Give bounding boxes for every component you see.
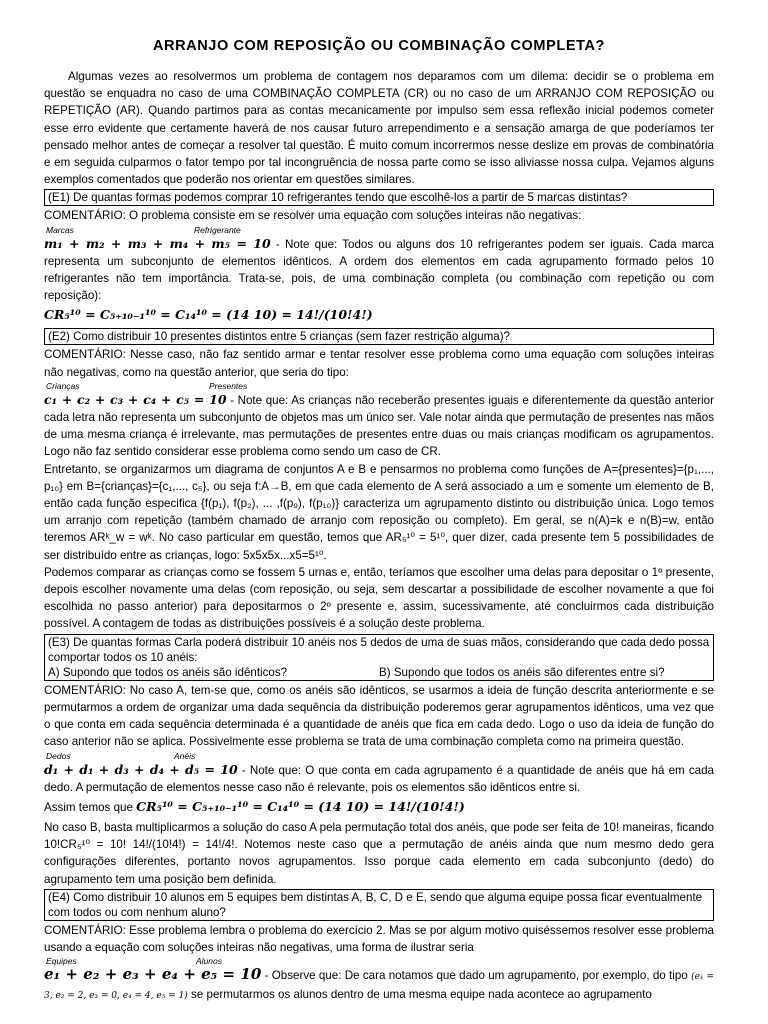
- paragraph-e2-a: c₁ + c₂ + c₃ + c₄ + c₅ = 10 - Note que: As crianças não receberão presentes iguais e diferentemente da questão anterior cada letra não representa um subconjunto de objetos mas um único ser. Vale notar ainda que permutação de presentes nas mãos de uma mesma criança é irrelevante, mas permutações de presentes entre duas ou mais crianças modificam os agrupamentos. Logo não faz sentido considerar esse problema como sendo um caso de CR.: [44, 391, 714, 459]
- label-criancas: Crianças: [46, 380, 80, 391]
- option-b: B) Supondo que todos os anéis são diferentes entre si?: [379, 665, 665, 679]
- question-e3: (E3) De quantas formas Carla poderá distribuir 10 anéis nos 5 dedos de uma de suas mãos, considerando que cada dedo possa comportar todos os 10 anéis: A) Supondo que todos os anéis são idênticos? B) Supondo que todos os anéis são diferentes entre si?: [44, 634, 714, 681]
- paragraph-e4: e₁ + e₂ + e₃ + e₄ + e₅ = 10 - Observe que: De cara notamos que dado um agrupamento, por exemplo, do tipo (e₁ = 3, e₂ = 2, e₃ = 0, e₄ = 4, e₅ = 1) se permutarmos os alunos dentro de uma mesma equipe nada acontece ao agrupamento: [44, 965, 714, 1002]
- equation-labels-e2: [44, 381, 714, 391]
- paragraph-e3-a: d₁ + d₁ + d₃ + d₄ + d₅ = 10 - Note que: O que conta em cada agrupamento é a quantidade de anéis que há em cada dedo. A permutação de elementos nesse caso não é relevante, pois os elementos são idênticos entre si.: [44, 761, 714, 794]
- equation-labels-e3: [44, 751, 714, 761]
- paragraph-e3-b: No caso B, basta multiplicarmos a solução do caso A pela permutação total dos anéis, que pode ser feita de 10! maneiras, ficando 10!CR₅¹⁰ = 10! 14!/(10!4!) = 14!/4!. Notemos neste caso que a permutação de anéis ainda que num mesmo dedo gera configurações diferentes, portanto novos agrupamentos. Isso porque cada elemento em cada subconjunto (dedo) do agrupamento tem uma posição bem definida.: [44, 820, 714, 886]
- label-aneis: Anéis: [174, 750, 196, 761]
- question-e1: (E1) De quantas formas podemos comprar 10 refrigerantes tendo que escolhê-los a partir de 5 marcas distintas?: [44, 189, 714, 206]
- equation-e2: c₁ + c₂ + c₃ + c₄ + c₅ = 10: [44, 391, 227, 407]
- comment-e1: COMENTÁRIO: O problema consiste em se resolver uma equação com soluções inteiras não negativas:: [44, 209, 582, 223]
- formula-e3: Assim temos que CR₅¹⁰ = C₅₊₁₀₋₁¹⁰ = C₁₄¹⁰ = (14 10) = 14!/(10!4!): [44, 798, 465, 814]
- option-a: A) Supondo que todos os anéis são idênticos?: [48, 665, 288, 679]
- paragraph-e1: [44, 235, 714, 305]
- page-title: ARRANJO COM REPOSIÇÃO OU COMBINAÇÃO COMPLETA?: [152, 38, 606, 54]
- document-page: [44, 38, 714, 1006]
- tuple-e4: (e₁ = 3, e₂ = 2, e₃ = 0, e₄ = 4, e₅ = 1): [44, 972, 714, 1002]
- equation-e4: e₁ + e₂ + e₃ + e₄ + e₅ = 10: [44, 965, 262, 984]
- label-presentes: Presentes: [209, 380, 248, 391]
- text-e1: - Note que: Todos ou alguns dos 10 refrigerantes podem ser iguais. Cada marca representa um subconjunto de elementos idênticos. A ordem dos elementos em cada agrupamento formado pelos 10 refrigerantes não tem importância. Trata-se, pois, de uma combinação completa (ou combinação com repetição ou com reposição):: [44, 237, 714, 303]
- label-dedos: Dedos: [46, 750, 71, 761]
- intro-paragraph: Algumas vezes ao resolvermos um problema de contagem nos deparamos com um dilema: decidir se o problema em questão se enquadra no caso de uma COMBINAÇÃO COMPLETA (CR) ou no caso de um ARRANJO COM REPOSIÇÃO ou REPETIÇÃO (AR). Quando partimos para as contas mecanicamente por impulso sem essa reflexão inicial podemos cometer esse erro evidente que certamente haverá de nos causar futuro arrependimento e a sensação amarga de que poderíamos ter pensado melhor antes de começar a resolver tal questão. É muito comum incorrermos nesse deslize em provas de combinatória e em seguida culparmos o fator tempo por tal incongruência de nossa parte como se isso aliviasse nossa culpa. Vejamos alguns exemplos comentados que poderão nos orientar em questões similares.: [44, 70, 714, 187]
- equation-e1: m₁ + m₂ + m₃ + m₄ + m₅ = 10: [44, 235, 271, 251]
- comment-e2: COMENTÁRIO: Nesse caso, não faz sentido armar e tentar resolver esse problema como uma equação com soluções inteiras não negativas, como na questão anterior, que seria do tipo:: [44, 348, 714, 379]
- label-refrigerante: Refrigerante: [194, 224, 241, 235]
- equation-e3: d₁ + d₁ + d₃ + d₄ + d₅ = 10: [44, 761, 238, 777]
- label-alunos: Alunos: [196, 956, 222, 967]
- question-e2: (E2) Como distribuir 10 presentes distintos entre 5 crianças (sem fazer restrição alguma)?: [44, 328, 714, 345]
- paragraph-e2-b: Entretanto, se organizarmos um diagrama de conjuntos A e B e pensarmos no problema como funções de A={presentes}={p₁,..., p₁₀} em B={crianças}={c₁,..., c₅}, ou seja f:A→B, em que cada elemento de A será associado a um e somente um elemento de B, então cada função especifica {f(p₁), f(p₂), ... ,f(p₉), f(p₁₀)} caracteriza um agrupamento distinto ou distribuição única. Logo temos um arranjo com repetição (também chamado de arranjo com reposição ou completo). Em geral, se n(A)=k e n(B)=w, então teremos ARᵏ_w = wᵏ. No caso particular em questão, temos que AR₅¹⁰ = 5¹⁰, quer dizer, cada presente tem 5 possibilidades de ser distribuído entre as crianças, logo: 5x5x5x...x5=5¹⁰.: [44, 462, 714, 562]
- label-equipes: Equipes: [46, 956, 77, 967]
- label-marcas: Marcas: [46, 224, 74, 235]
- equation-labels-e4: [44, 956, 714, 966]
- comment-e4: COMENTÁRIO: Esse problema lembra o problema do exercício 2. Mas se por algum motivo quiséssemos resolver esse problema usando a equação com soluções inteiras não negativas, uma forma de ilustrar seria: [44, 923, 714, 954]
- comment-e3: COMENTÁRIO: No caso A, tem-se que, como os anéis são idênticos, se usarmos a ideia de função descrita anteriormente e se permutarmos a ordem de organizar uma dada sequência da distribuição poderemos gerar agrupamentos idênticos, uma vez que o que conta em cada sequência determinada é a quantidade de anéis que fica em cada dedo. Logo o uso da ideia de função do caso anterior não se aplica. Possivelmente esse problema se trata de uma combinação completa como na primeira questão.: [44, 683, 714, 749]
- equation-labels-e1: [44, 225, 714, 235]
- formula-e1: CR₅¹⁰ = C₅₊₁₀₋₁¹⁰ = C₁₄¹⁰ = (14 10) = 14!/(10!4!): [44, 307, 373, 323]
- question-e4: (E4) Como distribuir 10 alunos em 5 equipes bem distintas A, B, C, D e E, sendo que alguma equipe possa ficar eventualmente com todos ou com nenhum aluno?: [44, 889, 714, 921]
- paragraph-e2-c: Podemos comparar as crianças como se fossem 5 urnas e, então, teríamos que escolher uma delas para depositar o 1º presente, depois escolher novamente uma delas (com reposição, ou seja, sem descartar a possibilidade de escolher novamente a que foi escolhida no passo anterior) para depositarmos o 2º presente e, assim, sucessivamente, até concluirmos cada distribuição possível. A contagem de todas as distribuições possíveis é a solução deste problema.: [44, 565, 714, 631]
